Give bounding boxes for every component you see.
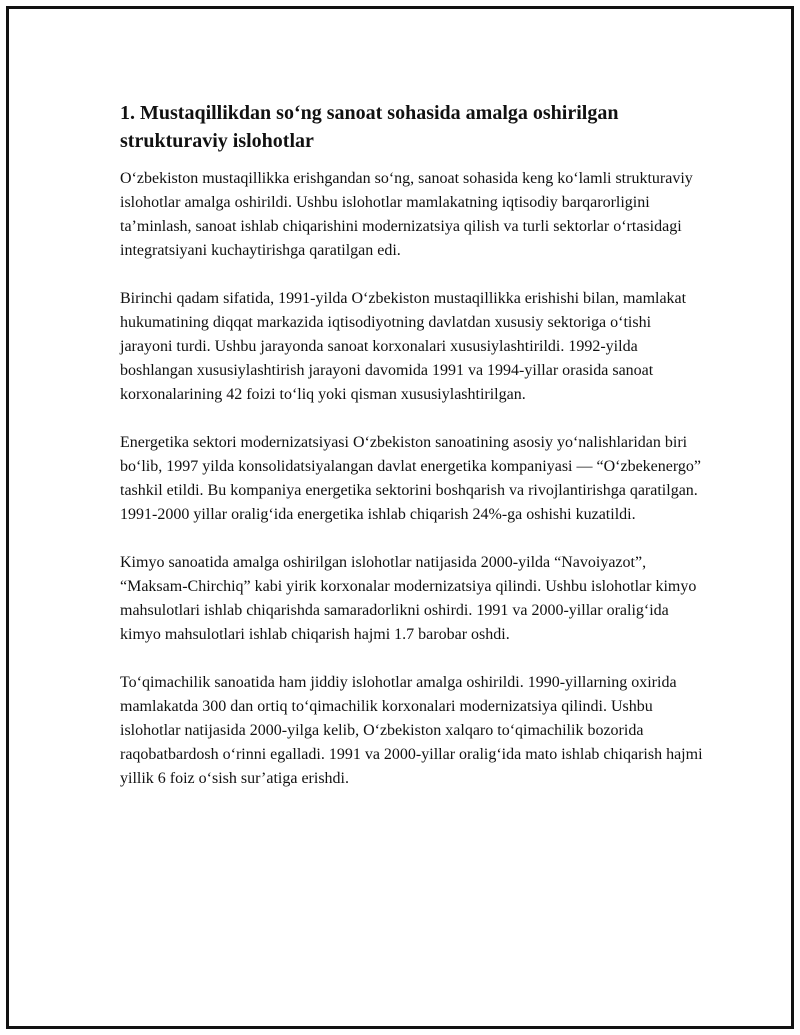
paragraph-chemical: Kimyo sanoatida amalga oshirilgan islohotlar natijasida 2000-yilda “Navoiyazot”, “Maksam-Chirchiq” kabi yirik korxonalar modernizatsiya qilindi. Ushbu islohotlar kimyo mahsulotlari ishlab chiqarishda samaradorlikni oshirdi. 1991 va 2000-yillar oralig‘ida kimyo mahsulotlari ishlab chiqarish hajmi 1.7 barobar oshdi.	[120, 554, 697, 643]
paragraph-intro: O‘zbekiston mustaqillikka erishgandan so‘ng, sanoat sohasida keng ko‘lamli strukturaviy islohotlar amalga oshirildi. Ushbu islohotlar mamlakatning iqtisodiy barqarorligini ta’minlash, sanoat ishlab chiqarishini modernizatsiya qilish va turli sektorlar o‘rtasidagi integratsiyani kuchaytirishga qaratilgan edi.	[120, 170, 693, 259]
document-page	[6, 6, 794, 1029]
paragraph-energy: Energetika sektori modernizatsiyasi O‘zbekiston sanoatining asosiy yo‘nalishlaridan biri bo‘lib, 1997 yilda konsolidatsiyalangan davlat energetika kompaniyasi — “O‘zbekenergo” tashkil etildi. Bu kompaniya energetika sektorini boshqarish va rivojlantirishga qaratilgan. 1991-2000 yillar oralig‘ida energetika ishlab chiqarish 24%-ga oshishi kuzatildi.	[120, 434, 702, 523]
document-body	[120, 99, 705, 815]
paragraph-textile: To‘qimachilik sanoatida ham jiddiy islohotlar amalga oshirildi. 1990-yillarning oxirida mamlakatda 300 dan ortiq to‘qimachilik korxonalari modernizatsiya qilindi. Ushbu islohotlar natijasida 2000-yilga kelib, O‘zbekiston xalqaro to‘qimachilik bozorida raqobatbardosh o‘rinni egalladi. 1991 va 2000-yillar oralig‘ida mato ishlab chiqarish hajmi yillik 6 foiz o‘sish sur’atiga erishdi.	[120, 674, 703, 787]
paragraph-privatization: Birinchi qadam sifatida, 1991-yilda O‘zbekiston mustaqillikka erishishi bilan, mamlakat hukumatining diqqat markazida iqtisodiyotning davlatdan xususiy sektoriga o‘tishi jarayoni turdi. Ushbu jarayonda sanoat korxonalari xususiylashtirildi. 1992-yilda boshlangan xususiylashtirish jarayoni davomida 1991 va 1994-yillar orasida sanoat korxonalarining 42 foizi to‘liq yoki qisman xususiylashtirilgan.	[120, 290, 687, 403]
section-heading: 1. Mustaqillikdan so‘ng sanoat sohasida amalga oshirilgan strukturaviy islohotlar	[120, 102, 619, 152]
